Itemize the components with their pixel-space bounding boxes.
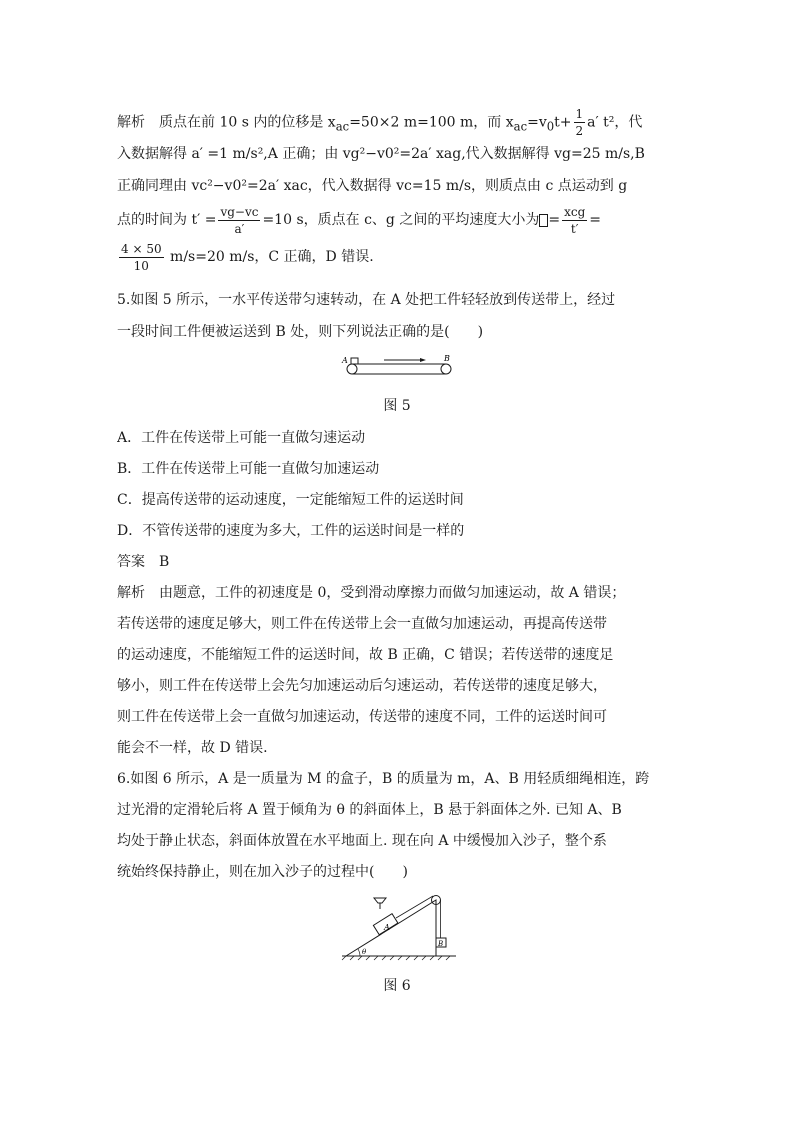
explanation-line-5: 则工件在传送带上会一直做匀加速运动，传送带的速度不同，工件的运送时间可 (117, 709, 607, 725)
fraction-half: $\frac{1}{2}$ (575, 107, 584, 138)
solution-line-1 (117, 106, 683, 139)
funnel-icon (374, 898, 386, 903)
text-segment: =v (527, 114, 547, 131)
answer-line: 答案 B (117, 554, 170, 570)
incline-pulley-figure (340, 890, 460, 962)
label-b: B (438, 940, 444, 948)
question-6-line-1: 6.如图 6 所示，A 是一质量为 M 的盒子，B 的质量为 m，A、B 用轻质细绳相连，跨 (117, 771, 650, 787)
question-5-line-2: 一段时间工件便被运送到 B 处，则下列说法正确的是( ) (117, 324, 484, 340)
text-segment: t+ (554, 114, 572, 131)
solution-line-5: $\frac{4 \times 50}{10}$ m/s=20 m/s，C 正确，D 错误. (121, 241, 374, 273)
conveyor-figure (340, 352, 456, 378)
arrow-right-icon (420, 358, 426, 362)
option-c: C．提高传送带的运动速度，一定能缩短工件的运送时间 (117, 492, 464, 508)
label-a: A (342, 356, 348, 365)
option-b: B．工件在传送带上可能一直做匀加速运动 (117, 461, 380, 477)
explanation-line-1: 解析 由题意，工件的初速度是 0，受到滑动摩擦力而做匀加速运动，故 A 错误； (117, 585, 626, 601)
label-b: B (444, 354, 450, 363)
question-6-line-4: 统始终保持静止，则在加入沙子的过程中( ) (117, 864, 408, 880)
explanation-line-2: 若传送带的速度足够大，则工件在传送带上会一直做匀加速运动，再提高传送带 (117, 616, 607, 632)
solution-line-4: 点的时间为 t′ = $\frac{vg-vc}{a'}$ =10 s，质点在 c、g 之间的平均速度大小为 = $\frac{\text{xcg}}{t'}$ = (117, 204, 601, 236)
text-segment: 解析 质点在前 10 s 内的位移是 x (117, 114, 336, 131)
question-5-line-1: 5.如图 5 所示，一水平传送带匀速转动，在 A 处把工件轻轻放到传送带上，经过 (117, 292, 616, 308)
question-6-line-2: 过光滑的定滑轮后将 A 置于倾角为 θ 的斜面体上，B 悬于斜面体之外. 已知 A、B (117, 802, 622, 818)
explanation-line-6: 能会不一样，故 D 错误. (117, 740, 268, 756)
option-a: A．工件在传送带上可能一直做匀速运动 (117, 430, 366, 446)
solution-line-3: 正确同理由 vc²−v0²=2a′ xac，代入数据得 vc=15 m/s，则质点由 c 点运动到 g (117, 178, 628, 194)
option-d: D．不管传送带的速度为多大，工件的运送时间是一样的 (117, 523, 465, 539)
workpiece (351, 358, 358, 364)
text-segment: =50×2 m=100 m，而 x (349, 114, 514, 131)
average-velocity-symbol (539, 214, 548, 227)
subscript: 0 (546, 119, 555, 134)
fraction-velocity: $\frac{\text{xcg}}{t'}$ (564, 204, 586, 236)
question-6-line-3: 均处于静止状态，斜面体放置在水平地面上. 现在向 A 中缓慢加入沙子，整个系 (117, 833, 607, 849)
subscript: ac (513, 119, 528, 134)
label-theta: θ (362, 948, 367, 956)
figure-5-caption: 图 5 (383, 398, 411, 414)
fraction-time: $\frac{vg-vc}{a'}$ (220, 204, 259, 236)
explanation-line-3: 的运动速度，不能缩短工件的运送时间，故 B 正确，C 错误；若传送带的速度足 (117, 647, 614, 663)
label-a: A (384, 923, 390, 932)
subscript: ac (335, 119, 350, 134)
incline (346, 900, 436, 956)
figure-6-caption: 图 6 (383, 978, 411, 994)
explanation-line-4: 够小，则工件在传送带上会先匀加速运动后匀速运动，若传送带的速度足够大， (117, 678, 607, 694)
text-segment: a′ t²，代 (587, 114, 643, 131)
solution-line-2: 入数据解得 a′ =1 m/s²,A 正确；由 vg²−v0²=2a′ xag,代入数据解得 vg=25 m/s,B (117, 146, 645, 162)
fraction-result: $\frac{4 \times 50}{10}$ (121, 241, 162, 273)
